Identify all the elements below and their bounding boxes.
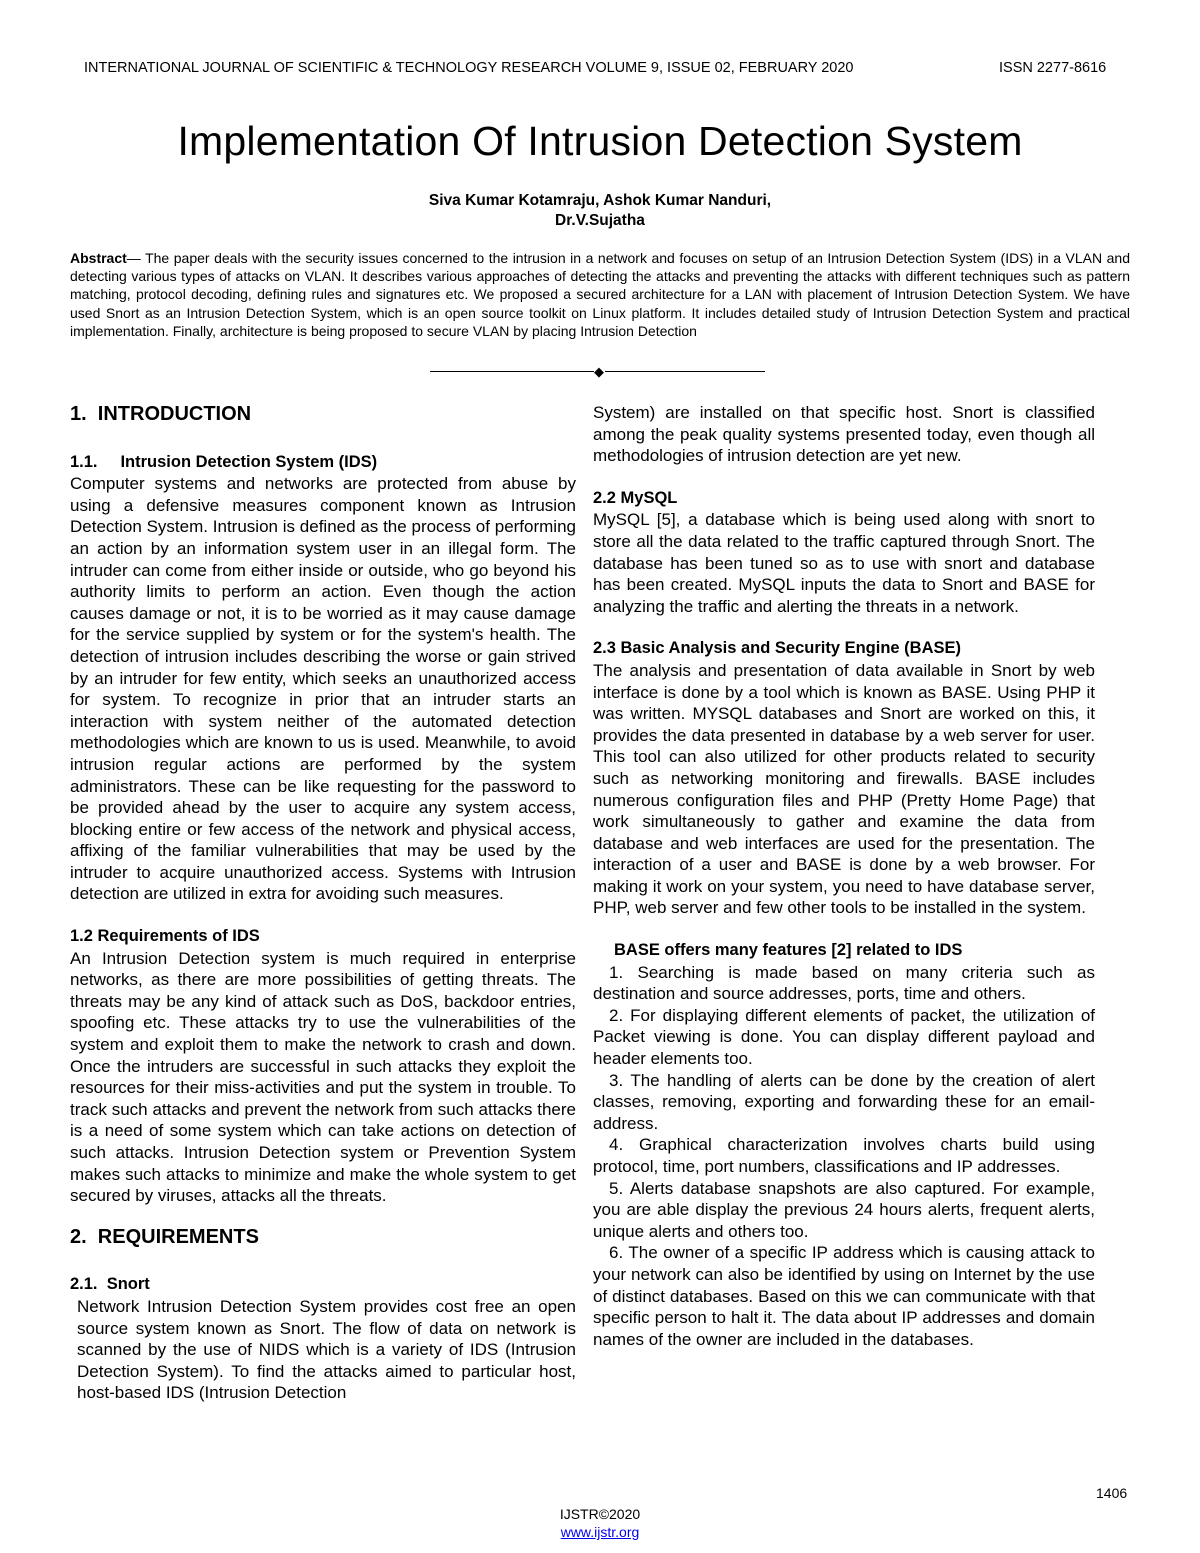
issn: ISSN 2277-8616	[999, 60, 1107, 76]
journal-header: INTERNATIONAL JOURNAL OF SCIENTIFIC & TECHNOLOGY RESEARCH VOLUME 9, ISSUE 02, FEBRUARY 2020	[84, 60, 854, 76]
heading-1-2: 1.2 Requirements of IDS	[70, 927, 260, 946]
paragraph-1-1: Computer systems and networks are protected from abuse by using a defensive measures component known as Intrusion Detection System. Intrusion is defined as the process of performing an action by an information system user in an illegal form. The intruder can come from either inside or outside, who go beyond his authority limits to perform an action. Even though the action causes damage or not, it is to be worried as it may cause damage for the service supplied by system or for the system's health. The detection of intrusion includes describing the worse or gain strived by an intruder for few entity, which seeks an unauthorized access for system. To recognize in prior that an intruder starts an interaction with system neither of the automated detection methodologies which are known to us is used. Meanwhile, to avoid intrusion regular actions are performed by the system administrators. These can be like requesting for the password to be provided ahead by the user to acquire any system access, blocking entire or few access of the network and physical access, affixing of the familiar vulnerabilities that may be used by the intruder to acquire unauthorized access. Systems with Intrusion detection are utilized in extra for avoiding such measures.	[70, 474, 576, 904]
footer-link[interactable]: www.ijstr.org	[560, 1524, 640, 1540]
left-column	[70, 404, 576, 1404]
right-column	[593, 402, 1095, 1350]
heading-requirements: 2. REQUIREMENTS	[70, 1225, 259, 1248]
heading-2-3: 2.3 Basic Analysis and Security Engine (BASE)	[593, 639, 962, 658]
footer-copyright: IJSTR©2020	[559, 1506, 641, 1522]
abstract	[70, 249, 1130, 340]
paragraph-snort-cont: System) are installed on that specific host. Snort is classified among the peak quality systems presented today, even though all methodologies of intrusion detection are yet new.	[593, 403, 1095, 466]
feature-item: 1. Searching is made based on many criteria such as destination and source addresses, ports, time and others.	[593, 962, 1095, 1004]
footer	[0, 1505, 1200, 1541]
heading-2-2: 2.2 MySQL	[593, 488, 678, 507]
page-number: 1406	[1096, 1485, 1128, 1501]
authors	[0, 191, 1200, 231]
feature-item: 6. The owner of a specific IP address which is causing attack to your network can also be identified by using on Internet by the use of distinct databases. Based on this we can communicate with that specific person to halt it. The data about IP addresses and domain names of the owner are included in the databases.	[593, 1243, 1095, 1349]
authors-line-2: Dr.V.Sujatha	[555, 212, 645, 229]
paragraph-2-1: Network Intrusion Detection System provides cost free an open source system known as Snort. The flow of data on network is scanned by the use of NIDS which is a variety of IDS (Intrusion Detection System). To find the attacks aimed to particular host, host-based IDS (Intrusion Detection	[77, 1296, 576, 1403]
heading-2-1: 2.1. Snort	[70, 1275, 150, 1294]
divider-line-left	[430, 371, 594, 372]
abstract-text: — The paper deals with the security issues concerned to the intrusion in a network and focuses on setup of an Intrusion Detection System (IDS) in a VLAN and detecting various types of attacks on VLAN. It describes various approaches of detecting the attacks and preventing the attacks with different techniques such as pattern matching, protocol decoding, defining rules and signatures etc. We proposed a secured architecture for a LAN with placement of Intrusion Detection System. We have used Snort as an Intrusion Detection System, which is an open source toolkit on Linux platform. It includes detailed study of Intrusion Detection System and practical implementation. Finally, architecture is being proposed to secure VLAN by placing Intrusion Detection	[70, 250, 1130, 339]
heading-introduction: 1. INTRODUCTION	[70, 403, 252, 425]
abstract-label: Abstract	[70, 250, 127, 266]
divider-line-right	[605, 371, 765, 372]
paragraph-2-3: The analysis and presentation of data available in Snort by web interface is done by a tool which is known as BASE. Using PHP it was written. MYSQL databases and Snort are worked on this, it provides the data presented in database by a web server for user. This tool can also utilized for other products related to security such as networking monitoring and firewalls. BASE includes numerous configuration files and PHP (Pretty Home Page) that work simultaneously to gather and examine the data from database and web interfaces are used for the presentation. The interaction of a user and BASE is done by a web browser. For making it work on your system, you need to have database server, PHP, web server and few other tools to be installed in the system.	[593, 660, 1095, 918]
divider-diamond: ◆	[594, 364, 604, 379]
paper-title: Implementation Of Intrusion Detection System	[177, 118, 1023, 164]
authors-line-1: Siva Kumar Kotamraju, Ashok Kumar Nanduri,	[428, 192, 772, 209]
feature-item: 3. The handling of alerts can be done by the creation of alert classes, removing, exporting and forwarding these for an email-address.	[593, 1070, 1095, 1133]
feature-item: 2. For displaying different elements of packet, the utilization of Packet viewing is done. You can display different payload and header elements too.	[593, 1005, 1095, 1069]
feature-item: 5. Alerts database snapshots are also captured. For example, you are able display the previous 24 hours alerts, frequent alerts, unique alerts and others too.	[593, 1178, 1095, 1241]
paragraph-2-2: MySQL [5], a database which is being used along with snort to store all the data related to the traffic captured through Snort. The database has been tuned so as to use with snort and database has been created. MySQL inputs the data to Snort and BASE for analyzing the traffic and alerting the threats in a network.	[593, 510, 1095, 616]
heading-1-1: 1.1. Intrusion Detection System (IDS)	[70, 452, 378, 471]
heading-features: BASE offers many features [2] related to IDS	[614, 941, 963, 960]
paragraph-1-2: An Intrusion Detection system is much required in enterprise networks, as there are more possibilities of getting threats. The threats may be any kind of attack such as DoS, backdoor entries, spoofing etc. These attacks try to use the vulnerabilities of the system and exploit them to make the network to crash and down. Once the intruders are successful in such attacks they exploit the resources for their miss-activities and put the system in trouble. To track such attacks and prevent the network from such attacks there is a need of some system which can take actions on detection of such attacks. Intrusion Detection system or Prevention System makes such attacks to minimize and make the whole system to get secured by viruses, attacks all the threats.	[70, 948, 576, 1206]
feature-item: 4. Graphical characterization involves charts build using protocol, time, port numbers, classifications and IP addresses.	[593, 1135, 1095, 1176]
